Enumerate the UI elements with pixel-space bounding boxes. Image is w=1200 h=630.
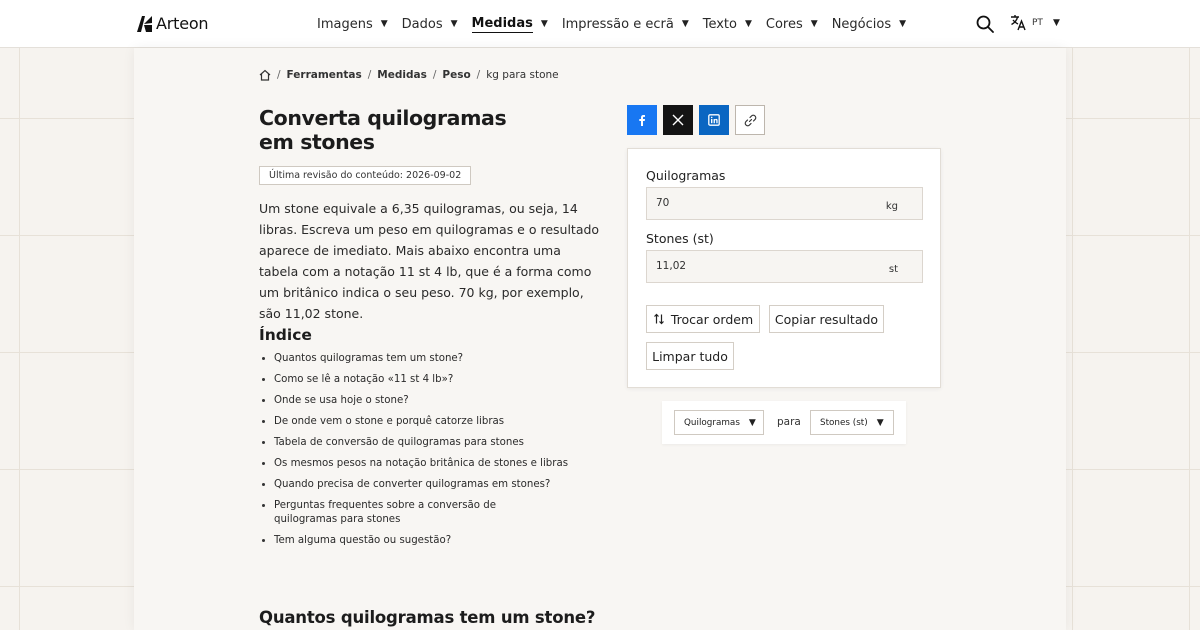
- toc-item[interactable]: Onde se usa hoje o stone?: [259, 394, 579, 408]
- translate-icon: [1010, 14, 1027, 31]
- caret-down-icon: ▼: [899, 19, 907, 29]
- nav-item-cores[interactable]: [766, 0, 818, 48]
- stones-field[interactable]: [646, 250, 923, 283]
- from-label: Quilogramas: [646, 168, 726, 183]
- caret-down-icon: ▼: [681, 19, 689, 29]
- share-x-button[interactable]: [663, 105, 693, 135]
- converter-card: [627, 148, 941, 388]
- kilograms-field[interactable]: [646, 187, 923, 220]
- share-linkedin-button[interactable]: [699, 105, 729, 135]
- nav-item-medidas[interactable]: [472, 0, 548, 48]
- toc-item[interactable]: Quando precisa de converter quilogramas em stones?: [259, 478, 579, 492]
- breadcrumb-ferramentas[interactable]: Ferramentas: [286, 69, 362, 81]
- search-icon[interactable]: [976, 15, 994, 33]
- toc-item[interactable]: Como se lê a notação «11 st 4 lb»?: [259, 373, 579, 387]
- nav-item-imagens[interactable]: [317, 0, 388, 48]
- unit-selector: [662, 401, 906, 444]
- toc-item[interactable]: Quantos quilogramas tem um stone?: [259, 352, 579, 366]
- nav-item-negocios[interactable]: [832, 0, 906, 48]
- share-buttons: [627, 105, 765, 135]
- toc-title: Índice: [259, 326, 312, 344]
- page-title: [259, 106, 559, 154]
- caret-down-icon: ▼: [810, 19, 818, 29]
- toc-item[interactable]: Tabela de conversão de quilogramas para stones: [259, 436, 579, 450]
- home-icon[interactable]: [259, 69, 271, 81]
- swap-order-button[interactable]: [646, 305, 760, 333]
- toc-item[interactable]: Os mesmos pesos na notação britânica de stones e libras: [259, 457, 579, 471]
- language-switcher[interactable]: [1010, 14, 1060, 31]
- nav-label: Medidas: [471, 15, 533, 31]
- nav-label: Texto: [702, 16, 737, 32]
- nav-label: Cores: [765, 16, 803, 32]
- brand-logo[interactable]: [137, 14, 208, 33]
- toc-item[interactable]: De onde vem o stone e porquê catorze libras: [259, 415, 579, 429]
- from-unit-select[interactable]: [674, 410, 764, 435]
- breadcrumb: [259, 69, 559, 81]
- nav-label: Imagens: [317, 16, 373, 32]
- kilograms-input[interactable]: [656, 197, 856, 209]
- to-unit-value: Stones (st): [820, 417, 868, 428]
- linkedin-icon: [708, 114, 720, 126]
- content-panel: [134, 48, 1066, 630]
- site-header: [0, 0, 1200, 48]
- breadcrumb-separator: /: [277, 69, 281, 81]
- from-unit-value: Quilogramas: [684, 417, 740, 428]
- copy-link-button[interactable]: [735, 105, 765, 135]
- page-title-line1: Converta quilogramas: [259, 106, 507, 130]
- to-unit-select[interactable]: [810, 410, 894, 435]
- clear-all-button[interactable]: Limpar tudo: [646, 342, 734, 370]
- caret-down-icon: ▼: [380, 19, 388, 29]
- language-code: PT: [1032, 17, 1043, 28]
- copy-result-button[interactable]: Copiar resultado: [769, 305, 884, 333]
- x-icon: [672, 114, 684, 126]
- intro-paragraph: Um stone equivale a 6,35 quilogramas, ou seja, 14 libras. Escreva um peso em quilogramas e o resultado aparece de imediato. Mais abaixo encontra uma tabela com a notação 11 st 4 lb, que é a forma como um britânico indica o seu peso. 70 kg, por exemplo, são 11,02 stone.: [259, 201, 600, 321]
- breadcrumb-peso[interactable]: Peso: [442, 69, 471, 81]
- section-heading: Quantos quilogramas tem um stone?: [259, 608, 596, 627]
- facebook-icon: [636, 114, 648, 126]
- breadcrumb-medidas[interactable]: Medidas: [377, 69, 427, 81]
- logo-mark-icon: [137, 16, 152, 32]
- toc-item[interactable]: Perguntas frequentes sobre a conversão de quilogramas para stones: [259, 499, 559, 526]
- table-of-contents: [259, 352, 579, 555]
- caret-down-icon: ▼: [744, 19, 752, 29]
- swap-order-label: Trocar ordem: [670, 311, 754, 327]
- connector-text: para: [777, 416, 801, 428]
- breadcrumb-separator: /: [476, 69, 481, 81]
- link-icon: [744, 114, 757, 127]
- nav-item-dados[interactable]: [402, 0, 458, 48]
- breadcrumb-current: kg para stone: [486, 69, 559, 81]
- share-facebook-button[interactable]: [627, 105, 657, 135]
- nav-label: Impressão e ecrã: [561, 16, 674, 32]
- stones-input[interactable]: [656, 260, 856, 272]
- breadcrumb-separator: /: [367, 69, 372, 81]
- brand-name: Arteon: [156, 14, 209, 33]
- toc-item[interactable]: Tem alguma questão ou sugestão?: [259, 534, 579, 548]
- caret-down-icon: ▼: [876, 417, 884, 428]
- caret-down-icon: ▼: [1052, 17, 1060, 28]
- nav-item-texto[interactable]: [703, 0, 752, 48]
- nav-item-impressao[interactable]: [562, 0, 689, 48]
- main-nav: [317, 0, 920, 48]
- swap-arrows-icon: [653, 313, 665, 325]
- nav-label: Negócios: [831, 16, 892, 32]
- page-title-line2: em stones: [259, 130, 375, 154]
- to-label: Stones (st): [646, 231, 714, 246]
- stones-unit: st: [888, 264, 898, 275]
- caret-down-icon: ▼: [450, 19, 458, 29]
- caret-down-icon: ▼: [748, 417, 756, 428]
- nav-label: Dados: [401, 16, 443, 32]
- kilograms-unit: kg: [885, 201, 898, 212]
- breadcrumb-separator: /: [432, 69, 437, 81]
- caret-down-icon: ▼: [540, 19, 548, 29]
- revision-badge: Última revisão do conteúdo: 2026-09-02: [259, 166, 471, 185]
